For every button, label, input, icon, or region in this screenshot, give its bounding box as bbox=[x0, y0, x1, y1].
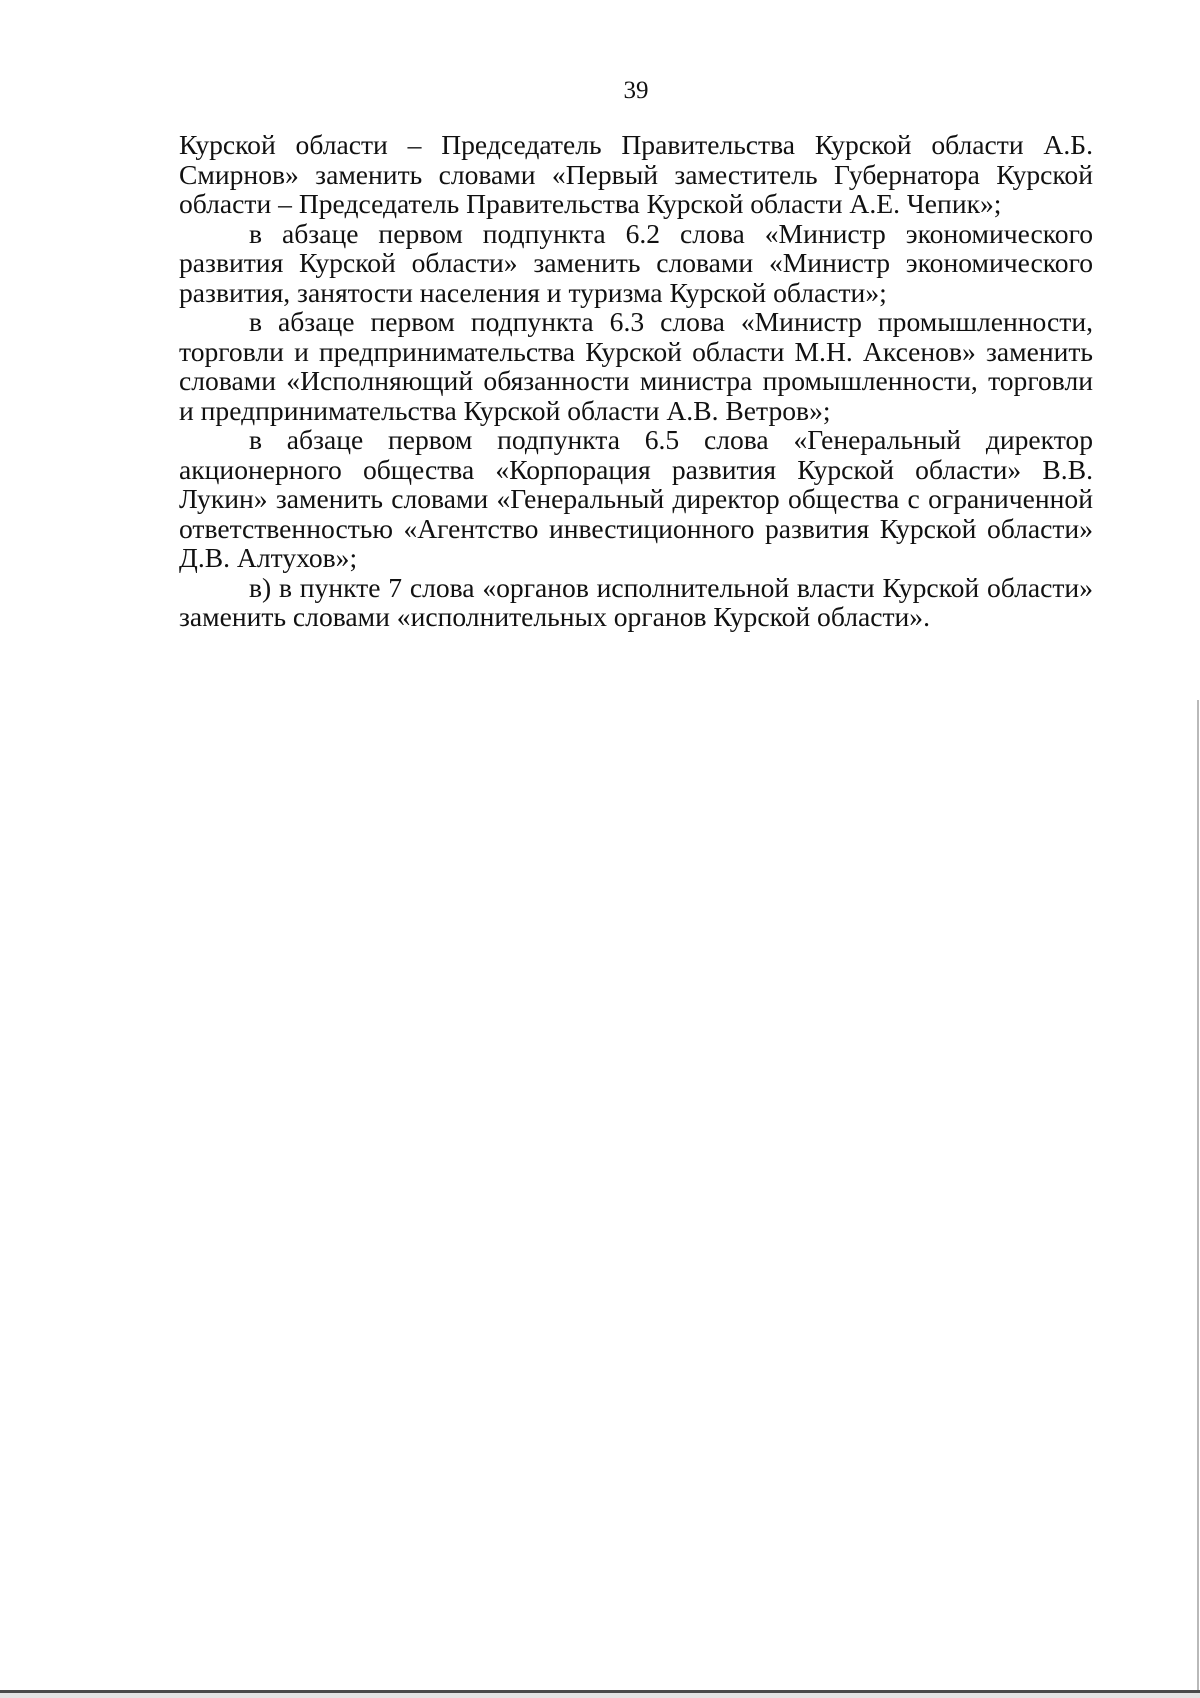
scan-edge-right bbox=[1197, 700, 1199, 1698]
scan-edge-bottom-shadow bbox=[0, 1693, 1200, 1698]
paragraph-subitem-6-2: в абзаце первом подпункта 6.2 слова «Министр экономического развития Курской области» заменить словами «Министр экономического развития, занятости населения и туризма Курской области»; bbox=[179, 217, 1093, 308]
paragraph-subitem-6-3: в абзаце первом подпункта 6.3 слова «Министр промышленности, торговли и предпринимательства Курской области М.Н. Аксенов» заменить словами «Исполняющий обязанности министра промышленности, торговли и предпринимательства Курской области А.В. Ветров»; bbox=[179, 306, 1093, 426]
paragraph-item-7: в) в пункте 7 слова «органов исполнительной власти Курской области» заменить словами «исполнительных органов Курской области». bbox=[179, 571, 1093, 632]
paragraph-continuation: Курской области – Председатель Правительства Курской области А.Б. Смирнов» заменить словами «Первый заместитель Губернатора Курской области – Председатель Правительства Курской области А.Е. Чепик»; bbox=[179, 129, 1093, 219]
document-body bbox=[179, 130, 1093, 632]
page-number: 39 bbox=[623, 77, 649, 104]
paragraph-subitem-6-5: в абзаце первом подпункта 6.5 слова «Генеральный директор акционерного общества «Корпорация развития Курской области» В.В. Лукин» заменить словами «Генеральный директор общества с ограниченной ответственностью «Агентство инвестиционного развития Курской области» Д.В. Алтухов»; bbox=[179, 424, 1093, 573]
